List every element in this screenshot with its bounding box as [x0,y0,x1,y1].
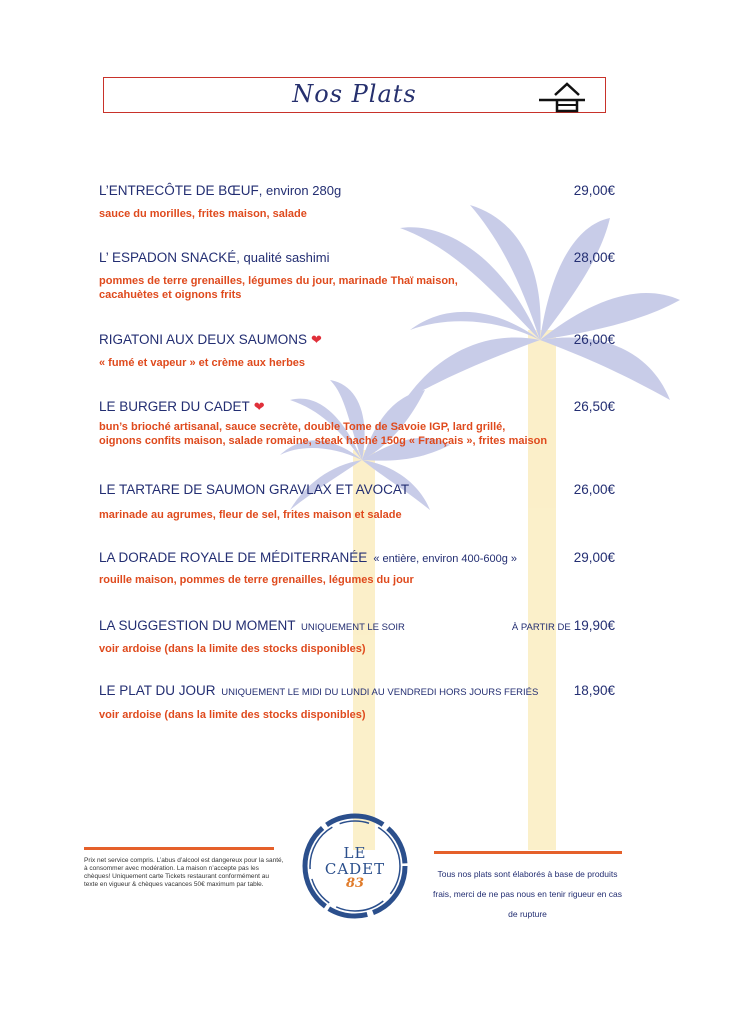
page-title: Nos Plats [292,80,417,108]
dish-detail: , qualité sashimi [236,250,330,265]
menu-item-plat-du-jour [99,683,615,722]
dish-name: LA SUGGESTION DU MOMENT [99,618,296,633]
menu-item-suggestion [99,618,615,656]
menu-item-dorade [99,550,615,587]
header-banner [103,77,606,113]
dish-price: 18,90€ [573,683,615,698]
house-icon [537,78,591,114]
dish-price: 29,00€ [573,183,615,198]
menu-item-espadon [99,250,615,302]
legal-notice: Prix net service compris. L’abus d’alcool est dangereux pour la santé, à consommer avec modération. La maison n’accepte pas les chèques! Uniquement carte Tickets restaurant conformément au texte en vigueur & chèques vacances 50€ maximum par table. [84,857,284,888]
footer-divider-left [84,847,274,850]
dish-price: 19,90€ [573,618,615,633]
menu-item-tartare [99,482,615,522]
dish-price: 26,50€ [573,399,615,414]
dish-name: LA DORADE ROYALE DE MÉDITERRANÉE [99,550,368,565]
heart-icon: ❤ [311,332,322,347]
dish-description: marinade au agrumes, fleur de sel, frites maison et salade [99,509,402,521]
dish-name: LE TARTARE DE SAUMON GRAVLAX ET AVOCAT [99,482,410,497]
restaurant-logo [296,806,414,924]
dish-description: « fumé et vapeur » et crème aux herbes [99,357,306,369]
logo-line-2: CADET [324,860,386,878]
dish-description: voir ardoise (dans la limite des stocks disponibles) [99,643,366,655]
menu-item-rigatoni [99,332,615,370]
dish-name: L’ENTRECÔTE DE BŒUF [99,183,259,198]
dish-name: L’ ESPADON SNACKÉ [99,250,237,265]
dish-description: pommes de terre grenailles, légumes du jour, marinade Thaï maison, cacahuètes et oignons frits [99,275,458,301]
logo-line-1: LE [343,844,367,862]
dish-description: rouille maison, pommes de terre grenailles, légumes du jour [99,574,414,586]
dish-note: UNIQUEMENT LE SOIR [301,622,405,633]
dish-description: sauce du morilles, frites maison, salade [99,208,307,220]
dish-detail: , environ 280g [258,183,342,198]
dish-description: voir ardoise (dans la limite des stocks disponibles) [99,709,366,721]
menu-item-entrecote [99,183,615,221]
footer-divider-right [434,851,622,854]
dish-name: LE PLAT DU JOUR [99,683,216,698]
dish-price: 26,00€ [573,482,615,497]
heart-icon: ❤ [253,399,265,414]
price-prefix: À PARTIR DE [511,622,571,633]
menu-item-burger [99,399,615,448]
dish-name: LE BURGER DU CADET [99,399,250,414]
dish-detail: « entière, environ 400-600g » [373,553,518,565]
dish-note: UNIQUEMENT LE MIDI DU LUNDI AU VENDREDI HORS JOURS FERIÉS [221,687,539,698]
dish-price: 29,00€ [573,550,615,565]
dish-name: RIGATONI AUX DEUX SAUMONS [99,332,308,347]
fresh-products-notice: Tous nos plats sont élaborés à base de produits frais, merci de ne pas nous en tenir rigueur en cas de rupture [433,869,622,919]
dish-price: 28,00€ [573,250,615,265]
dish-description: bun’s brioché artisanal, sauce secrète, double Tome de Savoie IGP, lard grillé, oignons confits maison, salade romaine, steak haché 150g « Français », frites maison [99,421,548,447]
logo-number: 83 [345,876,365,891]
dish-price: 26,00€ [573,332,615,347]
